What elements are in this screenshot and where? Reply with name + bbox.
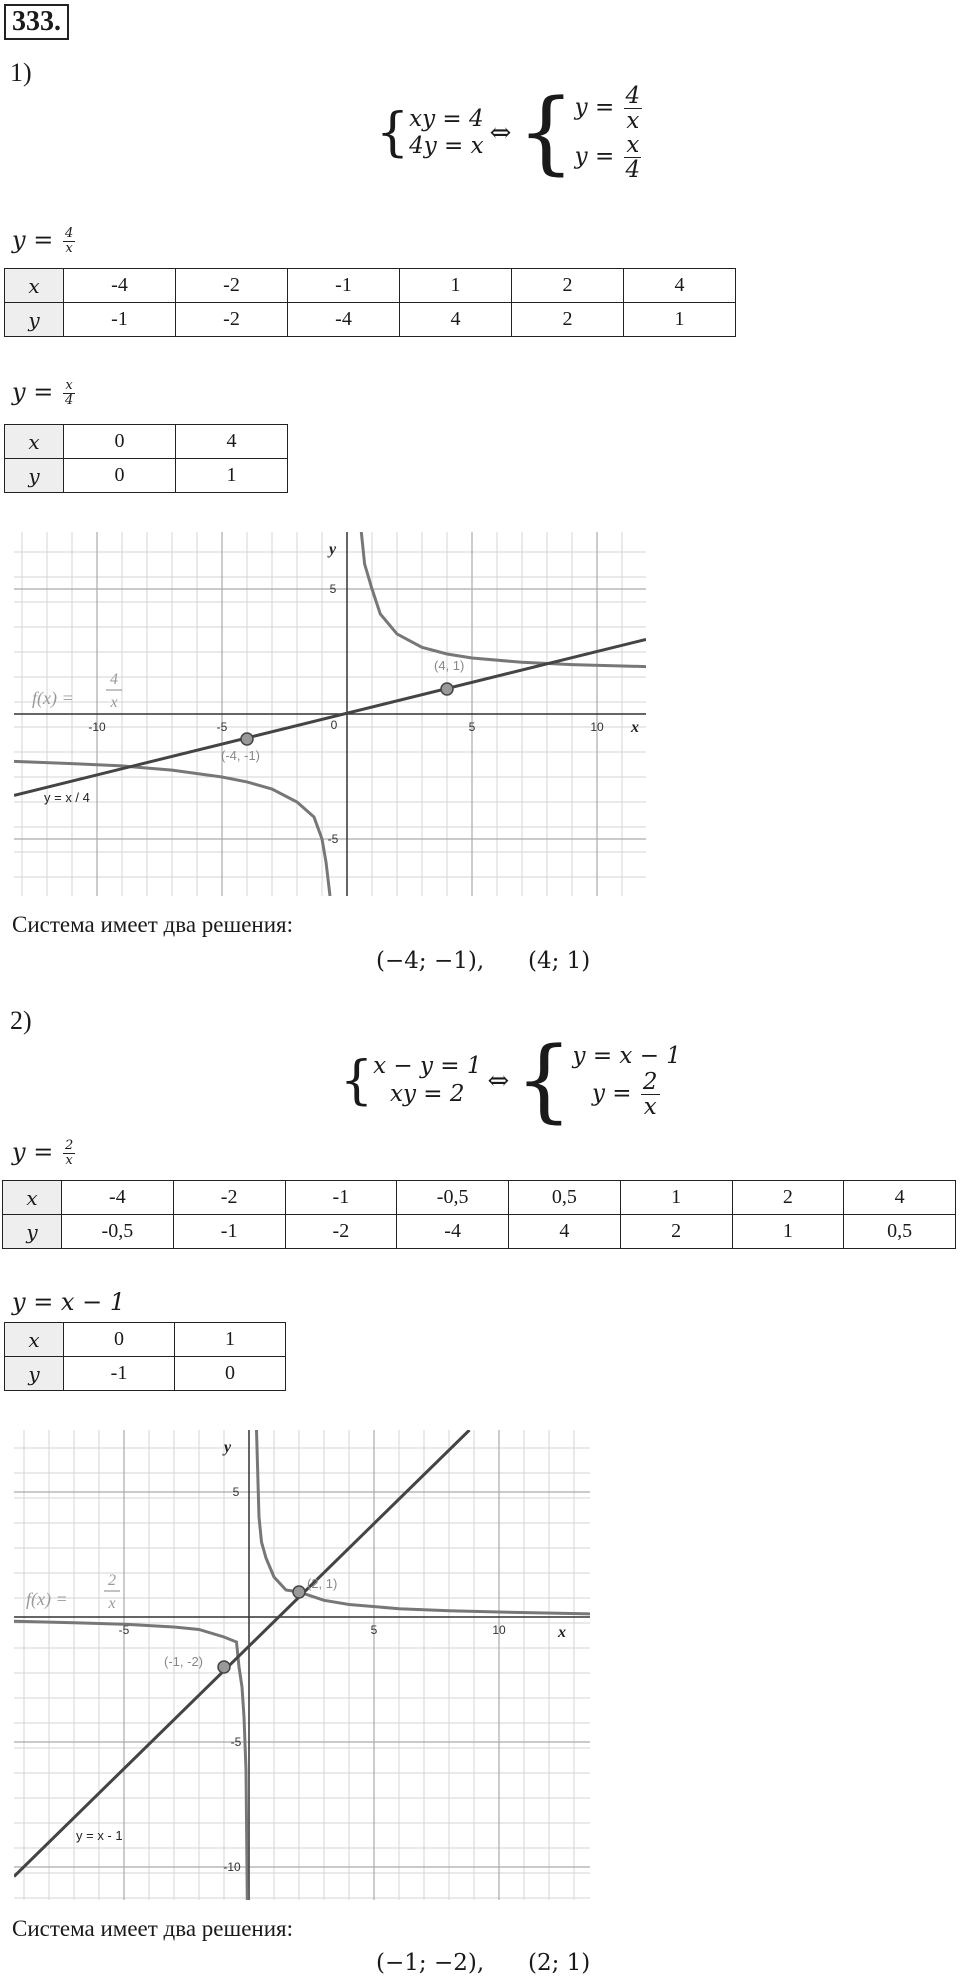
task-number: 333. xyxy=(4,4,69,40)
equivalence-sign: ⇔ xyxy=(487,1066,510,1096)
conclusion-text: Система имеет два решения: xyxy=(12,1916,293,1941)
point-label: (2, 1) xyxy=(307,1576,338,1591)
table-header-y: y xyxy=(5,459,64,493)
tick-label-y: -5 xyxy=(230,1735,242,1749)
table-row-y: y 0 1 xyxy=(5,459,288,493)
answer-1: (−4; −1), xyxy=(376,948,485,974)
part2-system xyxy=(340,1028,681,1133)
table-header-x: x xyxy=(5,1323,64,1357)
system-eq-2: 4y = x xyxy=(409,133,484,160)
function-label-den: x xyxy=(110,694,118,711)
left-brace: { xyxy=(340,1051,374,1111)
value-table-2 xyxy=(4,424,288,493)
system-eq-2: xy = 2 xyxy=(390,1081,465,1107)
y-axis-label: y xyxy=(224,1439,232,1456)
table-header-y: y xyxy=(5,1357,64,1391)
part1-system xyxy=(376,80,644,186)
value-table-3 xyxy=(2,1180,956,1249)
intersection-point xyxy=(441,683,453,695)
system-eq-3: y = $\frac{4}{x}$ xyxy=(574,83,641,135)
tick-label-y: -10 xyxy=(223,1860,241,1874)
intersection-point xyxy=(241,733,253,745)
point-label: (-1, -2) xyxy=(164,1654,203,1669)
tick-label-x: 10 xyxy=(590,720,604,734)
left-brace: { xyxy=(376,103,410,164)
table-header-x: x xyxy=(5,269,64,303)
line-label: y = x / 4 xyxy=(44,790,90,805)
function-label-num: 2 xyxy=(108,1572,116,1589)
graph-1 xyxy=(14,532,646,896)
table-row-x: x 0 1 xyxy=(5,1323,286,1357)
tick-label-x: -5 xyxy=(216,720,228,734)
system-eq-3: y = x − 1 xyxy=(572,1042,681,1069)
table-header-y: y xyxy=(3,1215,62,1249)
table-row-x: x 0 4 xyxy=(5,425,288,459)
table-row-y: y -0,5 -1 -2 -4 4 2 1 0,5 xyxy=(3,1215,956,1249)
tick-label-x: -10 xyxy=(88,720,106,734)
table-row-x: x -4 -2 -1 1 2 4 xyxy=(5,269,736,303)
table2-function-label: y = $\frac{x}{4}$ xyxy=(12,378,74,408)
tick-label-x: 10 xyxy=(492,1623,506,1637)
table4-function-label: y = x − 1 xyxy=(12,1288,126,1316)
table1-function-label: y = $\frac{4}{x}$ xyxy=(12,226,74,256)
line-y-x-minus-1 xyxy=(14,1430,470,1877)
tick-label-y: -5 xyxy=(327,832,339,846)
function-label: f(x) = xyxy=(32,688,74,708)
system-eq-4: y = $\frac{x}{4}$ xyxy=(574,132,641,184)
table-header-x: x xyxy=(5,425,64,459)
value-table-1 xyxy=(4,268,736,337)
function-label: f(x) = xyxy=(26,1589,68,1609)
answer-2: (2; 1) xyxy=(528,1950,591,1976)
system-eq-4: y = $\frac{2}{x}$ xyxy=(591,1069,658,1121)
x-axis-label: x xyxy=(631,719,639,736)
function-label-num: 4 xyxy=(110,671,118,688)
tick-label-y: 5 xyxy=(232,1485,240,1499)
tick-label-x: -5 xyxy=(118,1623,130,1637)
tick-label-x: 5 xyxy=(370,1623,378,1637)
intersection-point xyxy=(218,1661,230,1673)
value-table-4 xyxy=(4,1322,286,1391)
x-axis-label: x xyxy=(558,1624,566,1641)
system-eq-1: x − y = 1 xyxy=(373,1053,482,1080)
left-brace: { xyxy=(517,80,575,186)
point-label: (4, 1) xyxy=(434,658,465,673)
origin-label: 0 xyxy=(330,718,338,732)
answer-2: (4; 1) xyxy=(528,948,591,974)
line-y-x-over-4 xyxy=(14,639,646,795)
table-row-y: y -1 0 xyxy=(5,1357,286,1391)
part1-label: 1) xyxy=(10,58,32,87)
graph-2 xyxy=(14,1430,590,1900)
part2-label: 2) xyxy=(10,1006,32,1035)
table-row-y: y -1 -2 -4 4 2 1 xyxy=(5,303,736,337)
tick-label-y: 5 xyxy=(329,582,337,596)
y-axis-label: y xyxy=(329,541,337,558)
left-brace: { xyxy=(515,1028,573,1133)
intersection-point xyxy=(293,1586,305,1598)
answer-1: (−1; −2), xyxy=(376,1950,485,1976)
table-row-x: x -4 -2 -1 -0,5 0,5 1 2 4 xyxy=(3,1181,956,1215)
line-label: y = x - 1 xyxy=(76,1828,123,1843)
function-label-den: x xyxy=(108,1595,116,1612)
tick-label-x: 5 xyxy=(468,720,476,734)
table-header-x: x xyxy=(3,1181,62,1215)
equivalence-sign: ⇔ xyxy=(489,118,512,149)
conclusion-text: Система имеет два решения: xyxy=(12,912,293,937)
point-label: (-4, -1) xyxy=(221,748,260,763)
table-header-y: y xyxy=(5,303,64,337)
table3-function-label: y = $\frac{2}{x}$ xyxy=(12,1138,74,1168)
system-eq-1: xy = 4 xyxy=(409,105,484,132)
